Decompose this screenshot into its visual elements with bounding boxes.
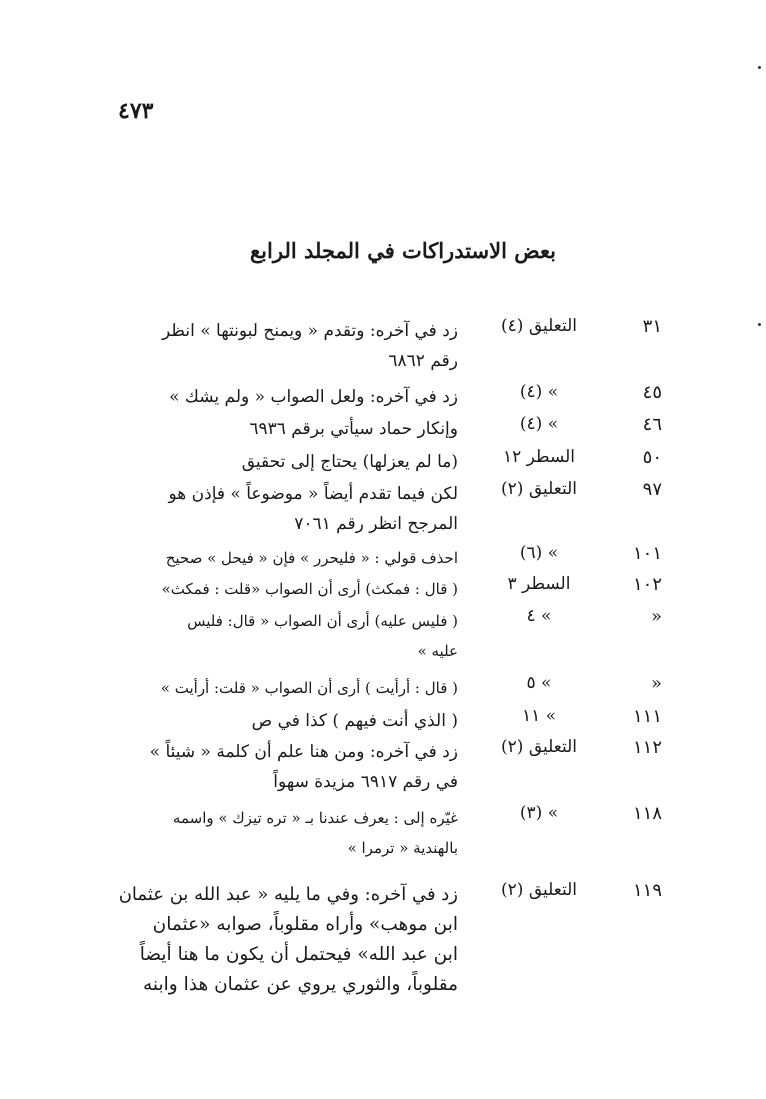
entry-text [118,447,458,477]
entry-number: ٩٧ [642,479,662,500]
entry-text [118,382,458,412]
entry-text [118,543,458,573]
entry-line: زد في آخره: ومن هنا علم أن كلمة « شيئاً » [149,742,458,762]
page-heading: بعض الاستدراكات في المجلد الرابع [250,238,556,263]
entry-number: ١١٨ [632,803,662,824]
entry-line: (ما لم يعزلها) يحتاج إلى تحقيق [241,452,458,472]
entry-line: ابن موهب» وأراه مقلوباً، صوابه «عثمان [152,914,458,935]
entry-text [118,803,458,863]
entry-line: غيّره إلى : يعرف عندنا بـ « تره تيزك » واسمه [172,809,458,827]
entry-text [118,606,458,666]
entry-line: المرجح انظر رقم ٧٠٦١ [294,514,458,534]
entry-number: ٥٠ [642,447,662,468]
scan-speck [758,323,761,326]
entry-line: احذف قولي : « فليحرر » فإن « فيحل » صحيح [165,549,458,567]
entry-number: ١٠١ [632,543,662,564]
entry-number: ٤٦ [642,414,662,435]
entry-number: ١١١ [632,706,662,727]
entry-reference: » (٣) [519,803,559,823]
entry-reference: » (٦) [519,543,559,563]
entry-number: « [650,673,662,694]
entry-number: ١٠٢ [632,574,662,595]
entry-text [118,706,458,736]
entry-line: بالهندية « ترمرا » [347,839,458,857]
entry-number: ٣١ [642,316,662,337]
entry-reference: » ١١ [521,706,557,726]
scan-speck [758,66,761,69]
entry-reference: التعليق (٢) [501,737,577,757]
entry-line: ( فليس عليه) أرى أن الصواب « قال: فليس [187,612,458,630]
entry-line: في رقم ٦٩١٧ مزيدة سهواً [273,772,458,792]
entry-number: ١١٩ [632,880,662,901]
entry-text [118,673,458,703]
entry-line: وإنكار حماد سيأتي برقم ٦٩٣٦ [249,419,458,439]
entry-text [118,414,458,444]
page-number: ٤٧٣ [118,98,154,124]
entry-line: ( قال : أرأيت ) أرى أن الصواب « قلت: أرأيت » [160,679,458,697]
entry-reference: التعليق (٢) [501,880,577,900]
entry-line: زد في آخره: وتقدم « ويمنح لبونتها » انظر [162,321,458,341]
entry-number: ٤٥ [642,382,662,403]
entry-line: عليه » [417,642,458,660]
entry-reference: التعليق (٢) [501,479,577,499]
entry-number: « [650,606,662,627]
entry-line: زد في آخره: وفي ما يليه « عبد الله بن عثمان [118,884,458,905]
entry-line: ( قال : فمكث) أرى أن الصواب «قلت : فمكث» [161,580,458,598]
entry-reference: » ٤ [526,606,552,626]
entry-reference: السطر ٣ [507,574,571,594]
entry-reference: » (٤) [519,414,559,434]
entry-reference: » (٤) [519,382,559,402]
entry-text [118,574,458,604]
entry-line: لكن فيما تقدم أيضاً « موضوعاً » فإذن هو [168,484,458,504]
entry-reference: التعليق (٤) [501,316,577,336]
entry-text [118,737,458,797]
entry-line: مقلوباً، والثوري يروي عن عثمان هذا وابنه [142,974,458,995]
entry-text [118,880,458,1000]
entry-reference: » ٥ [526,673,552,693]
entry-number: ١١٢ [632,737,662,758]
entry-text [118,316,458,376]
entry-line: ابن عبد الله» فيحتمل أن يكون ما هنا أيضاً [139,944,458,965]
entry-text [118,479,458,539]
entry-line: رقم ٦٨٦٢ [388,351,458,371]
entry-reference: السطر ١٢ [502,447,576,467]
entry-line: ( الذي أنت فيهم ) كذا في ص [251,711,458,731]
entry-line: زد في آخره: ولعل الصواب « ولم يشك » [169,387,458,407]
